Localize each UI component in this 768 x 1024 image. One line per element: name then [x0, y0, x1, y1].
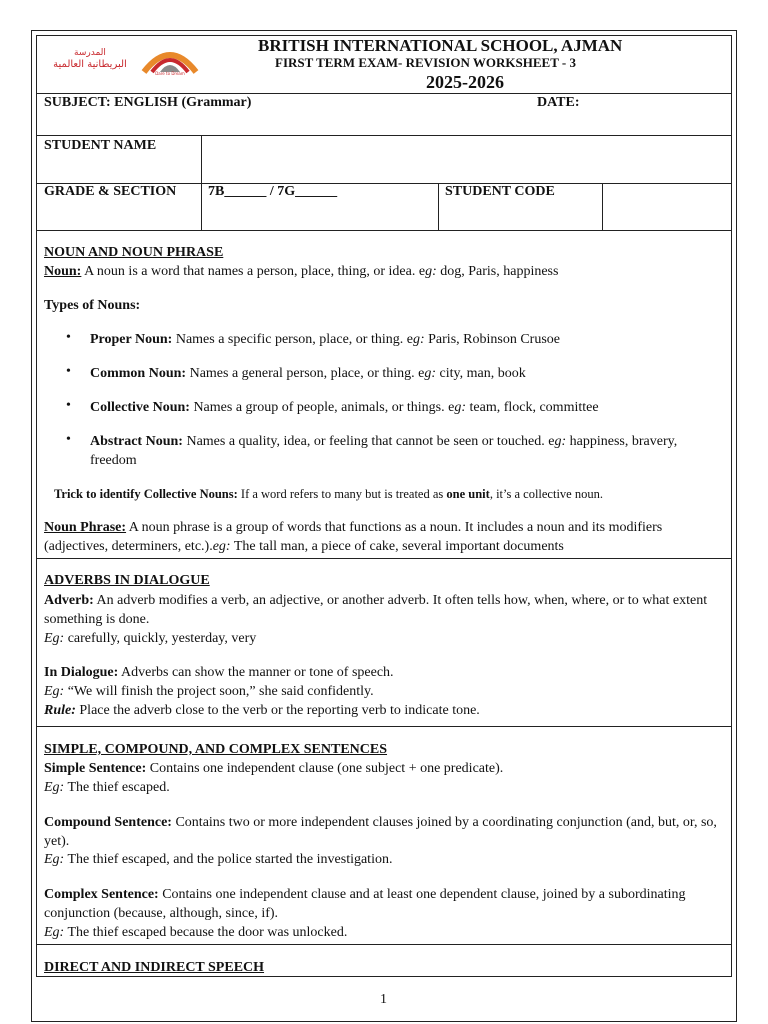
student-code-label: STUDENT CODE: [445, 184, 555, 199]
collective-noun-item: Collective Noun: Names a group of people, animals, or things. eg: team, flock, committee: [90, 400, 599, 415]
section-divider-sentences: [36, 944, 732, 945]
dialogue-example: Eg: “We will finish the project soon,” she said confidently.: [44, 684, 374, 699]
adverb-example: Eg: carefully, quickly, yesterday, very: [44, 631, 257, 646]
bullet-icon: •: [66, 398, 71, 413]
common-noun-item: Common Noun: Names a general person, place, or thing. eg: city, man, book: [90, 366, 526, 381]
bullet-icon: •: [66, 364, 71, 379]
svg-text:البريطانية العالمية: البريطانية العالمية: [53, 59, 127, 70]
student-name-label: STUDENT NAME: [44, 138, 157, 153]
page-number: 1: [380, 992, 387, 1007]
noun-definition: Noun: A noun is a word that names a person, place, thing, or idea. eg: dog, Paris, happiness: [44, 264, 559, 279]
svg-text:المدرسة: المدرسة: [74, 48, 106, 58]
collective-noun-trick: Trick to identify Collective Nouns: If a word refers to many but is treated as one unit, it’s a collective noun.: [54, 487, 603, 501]
section-divider-nouns: [36, 558, 732, 559]
col-divider-2: [438, 183, 439, 230]
adverbs-heading: ADVERBS IN DIALOGUE: [44, 573, 210, 588]
complex-sentence-definition: Complex Sentence: Contains one independent clause and at least one dependent clause, joined by a subordinating conjunction (because, although, since, if).: [44, 887, 686, 921]
subject-label: SUBJECT: ENGLISH (Grammar): [44, 95, 252, 110]
student-code-field[interactable]: [603, 184, 731, 229]
in-dialogue-text: In Dialogue: Adverbs can show the manner or tone of speech.: [44, 665, 394, 680]
section-divider-adverbs: [36, 726, 732, 727]
info-table-bottom: [36, 230, 732, 231]
abstract-noun-item: Abstract Noun: Names a quality, idea, or feeling that cannot be seen or touched. eg: happiness, bravery, freedom: [90, 434, 678, 468]
types-of-nouns-label: Types of Nouns:: [44, 298, 141, 313]
simple-sentence-example: Eg: The thief escaped.: [44, 780, 170, 795]
speech-heading: DIRECT AND INDIRECT SPEECH: [44, 960, 265, 975]
proper-noun-item: Proper Noun: Names a specific person, place, or thing. eg: Paris, Robinson Crusoe: [90, 332, 560, 347]
compound-sentence-example: Eg: The thief escaped, and the police started the investigation.: [44, 852, 393, 867]
exam-title: FIRST TERM EXAM- REVISION WORKSHEET - 3: [275, 55, 576, 70]
academic-year: 2025-2026: [426, 72, 504, 92]
simple-sentence-definition: Simple Sentence: Contains one independent clause (one subject + one predicate).: [44, 761, 504, 776]
grade-section-value: 7B______ / 7G______: [208, 184, 338, 199]
noun-phrase-definition: Noun Phrase: A noun phrase is a group of words that functions as a noun. It includes a noun and its modifiers (adjectives, determiners, etc.).eg: The tall man, a piece of cake, several important documents: [44, 520, 663, 554]
school-logo: [52, 42, 202, 78]
grade-section-label: GRADE & SECTION: [44, 184, 177, 199]
sentences-heading: SIMPLE, COMPOUND, AND COMPLEX SENTENCES: [44, 742, 388, 757]
compound-sentence-definition: Compound Sentence: Contains two or more independent clauses joined by a coordinating conjunction (and, but, or, so, yet).: [44, 815, 717, 849]
svg-text:Dare to Dream: Dare to Dream: [155, 71, 185, 76]
noun-heading: NOUN AND NOUN PHRASE: [44, 245, 224, 260]
complex-sentence-example: Eg: The thief escaped because the door was unlocked.: [44, 925, 348, 940]
adverb-rule: Rule: Place the adverb close to the verb or the reporting verb to indicate tone.: [44, 703, 480, 718]
student-name-field[interactable]: [202, 136, 731, 182]
date-label: DATE:: [537, 95, 580, 110]
bullet-icon: •: [66, 330, 71, 345]
school-title: BRITISH INTERNATIONAL SCHOOL, AJMAN: [258, 36, 623, 55]
adverb-definition: Adverb: An adverb modifies a verb, an adjective, or another adverb. It often tells how, when, where, or to what extent something is done.: [44, 593, 708, 627]
bullet-icon: •: [66, 432, 71, 447]
